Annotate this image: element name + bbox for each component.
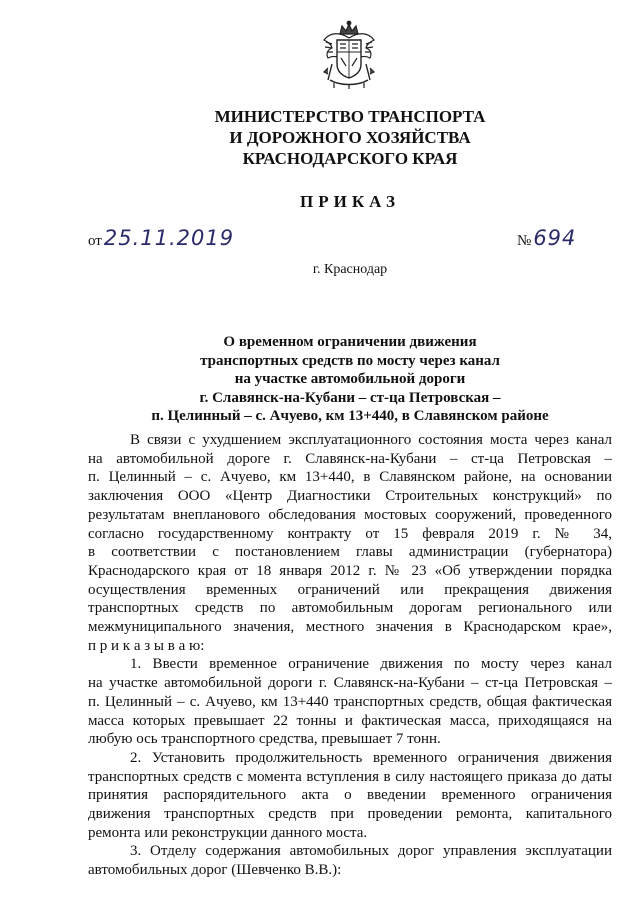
- heading-line: п. Целинный – с. Ачуево, км 13+440, в Славянском районе: [151, 408, 549, 424]
- body-line: транспортных средств по автомобильным дорогам регионального или: [88, 600, 612, 617]
- date-prefix: от: [88, 233, 102, 249]
- body-line: масса которых превышает 22 тонны и фактическая масса, приходящаяся на: [88, 712, 612, 729]
- body-line: на автомобильной дороге г. Славянск-на-Кубани – ст-ца Петровская –: [88, 450, 612, 467]
- body-line: на участке автомобильной дороги г. Славянск-на-Кубани – ст-ца Петровская –: [88, 675, 612, 692]
- handwritten-date: 25.11.2019: [103, 226, 235, 250]
- body-line: осуществления временных ограничений или прекращения движения: [88, 581, 612, 598]
- body-line: 1. Ввести временное ограничение движения по мосту через канал: [130, 656, 612, 673]
- heading-line: транспортных средств по мосту через канал: [200, 352, 500, 369]
- body-line: межмуниципального значения, местного значения в Краснодарском крае»,: [88, 619, 612, 636]
- ministry-line: КРАСНОДАРСКОГО КРАЯ: [242, 149, 458, 168]
- order-verb: п р и к а з ы в а ю:: [88, 637, 205, 654]
- body-line: автомобильных дорог (Шевченко В.В.):: [88, 862, 342, 879]
- order-number: [517, 226, 576, 252]
- body-line: транспортных средств с момента вступления в силу настоящего приказа до даты: [88, 768, 612, 785]
- body-line: движения транспортных средств при проведении ремонта, капитального: [88, 806, 612, 823]
- heading-line: г. Славянск-на-Кубани – ст-ца Петровская –: [199, 389, 501, 406]
- city: г. Краснодар: [312, 262, 388, 277]
- body-line: результатам внепланового обследования мостовых сооружений, проведенного: [88, 506, 612, 523]
- heading-line: О временном ограничении движения: [223, 334, 477, 350]
- heading-line: на участке автомобильной дороги: [234, 371, 466, 387]
- body-line: п. Целинный – с. Ачуево, км 13+440, в Славянском районе, на основании: [88, 469, 612, 486]
- body-line: Краснодарского края от 18 января 2012 г. № 23 «Об утверждении порядка: [88, 562, 612, 579]
- body-line: в соответствии с постановлением главы администрации (губернатора): [88, 544, 612, 561]
- body-line: принятия распорядительного акта о введении временного ограничения: [88, 787, 612, 804]
- ministry-line: МИНИСТЕРСТВО ТРАНСПОРТА: [214, 107, 486, 126]
- number-prefix: №: [517, 233, 532, 249]
- body-line: п. Целинный – с. Ачуево, км 13+440 транспортных средств, общая фактическая: [88, 693, 612, 710]
- ministry-name: [150, 106, 550, 169]
- order-date: [88, 226, 234, 252]
- body-line: заключения ООО «Центр Диагностики Строительных конструкций» по: [88, 488, 612, 505]
- ministry-line: И ДОРОЖНОГО ХОЗЯЙСТВА: [229, 128, 471, 147]
- body-line: 2. Установить продолжительность временного ограничения движения: [130, 749, 612, 766]
- coat-of-arms-icon: [322, 20, 376, 90]
- body-line: любую ось транспортного средства, превышает 7 тонн.: [88, 731, 441, 748]
- body-line: согласно государственному контракту от 15 февраля 2019 г. № 34,: [88, 525, 612, 542]
- handwritten-number: 694: [533, 226, 577, 250]
- order-heading: [100, 333, 600, 426]
- body-line: 3. Отделу содержания автомобильных дорог управления эксплуатации: [130, 843, 612, 860]
- body-line: ремонта или реконструкции данного моста.: [88, 824, 368, 841]
- order-body: [88, 431, 612, 880]
- document-type: ПРИКАЗ: [300, 192, 400, 211]
- body-line: В связи с ухудшением эксплуатационного состояния моста через канал: [130, 432, 612, 448]
